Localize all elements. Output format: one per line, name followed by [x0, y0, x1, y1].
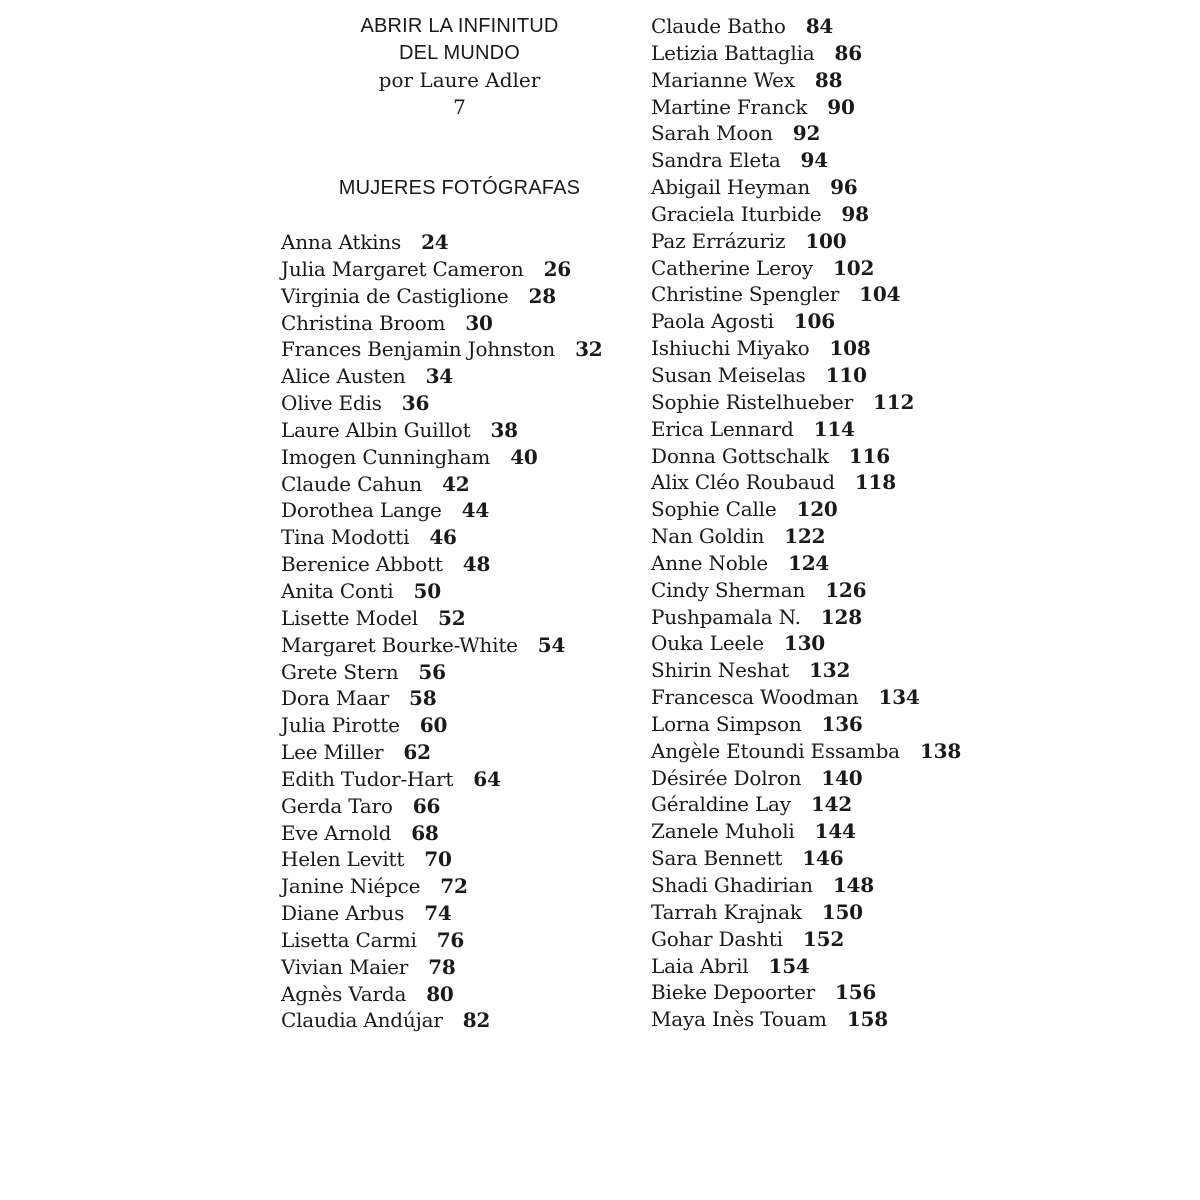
toc-entry-page-number: 124 [787, 550, 830, 575]
toc-entry [651, 953, 1191, 980]
toc-entry [651, 416, 1191, 443]
toc-entry [651, 765, 1191, 792]
toc-entry-name: Sara Bennett [651, 846, 783, 871]
toc-entry [651, 13, 1191, 40]
toc-entry-page-number: 154 [768, 953, 810, 978]
toc-entry-page-number: 64 [473, 766, 501, 791]
toc-entry-page-number: 94 [800, 148, 828, 173]
toc-entry-name: Agnès Varda [281, 981, 407, 1006]
toc-entry-page-number: 130 [783, 631, 826, 656]
toc-entry [281, 524, 641, 551]
toc-entry [281, 444, 641, 471]
toc-entry-name: Eve Arnold [281, 820, 392, 845]
toc-entry-name: Julia Pirotte [281, 713, 400, 738]
toc-entry-page-number: 128 [820, 604, 862, 629]
toc-entry [281, 659, 641, 686]
toc-entry-name: Géraldine Lay [651, 792, 791, 817]
toc-entry [281, 390, 641, 417]
toc-entry [281, 846, 641, 873]
toc-entry-page-number: 80 [426, 981, 454, 1006]
toc-entry-name: Sophie Calle [651, 497, 777, 522]
toc-entry-name: Tarrah Krajnak [651, 899, 802, 924]
toc-entry-page-number: 66 [412, 793, 441, 818]
toc-entry-page-number: 102 [833, 255, 875, 280]
toc-entry-page-number: 30 [465, 310, 493, 335]
intro-author: por Laure Adler [378, 68, 541, 92]
toc-entry-page-number: 92 [792, 121, 821, 146]
toc-entry [281, 927, 641, 954]
toc-entry [651, 630, 1191, 657]
intro-block [281, 13, 638, 121]
toc-entry [651, 174, 1191, 201]
toc-entry-page-number: 136 [821, 711, 863, 736]
toc-entry-page-number: 134 [878, 685, 920, 710]
toc-entry-name: Susan Meiselas [651, 362, 806, 387]
toc-entry-page-number: 88 [814, 67, 843, 92]
toc-entry-page-number: 70 [424, 847, 452, 872]
toc-entry-page-number: 78 [428, 954, 456, 979]
toc-entry-name: Anita Conti [281, 578, 394, 603]
toc-entry-page-number: 104 [859, 282, 901, 307]
toc-entry [651, 228, 1191, 255]
toc-entry-name: Angèle Etoundi Essamba [651, 738, 900, 763]
toc-entry-name: Letizia Battaglia [651, 40, 815, 65]
toc-entry-name: Maya Inès Touam [651, 1007, 827, 1032]
toc-entry [281, 1007, 641, 1034]
toc-entry-name: Grete Stern [281, 659, 399, 684]
toc-entry [281, 793, 641, 820]
toc-entry [281, 283, 641, 310]
toc-entry-page-number: 62 [403, 740, 431, 765]
toc-entry-name: Vivian Maier [281, 954, 409, 979]
toc-entry [651, 201, 1191, 228]
toc-entry-page-number: 74 [424, 901, 452, 926]
toc-entry-name: Shadi Ghadirian [651, 873, 813, 897]
toc-entry [281, 981, 641, 1008]
toc-entry-page-number: 150 [821, 899, 863, 924]
toc-entry-page-number: 48 [462, 552, 491, 577]
toc-entry [651, 40, 1191, 67]
toc-entry-page-number: 54 [537, 632, 566, 657]
toc-entry-name: Lee Miller [281, 740, 384, 765]
toc-entry-name: Janine Niépce [281, 874, 421, 899]
toc-entry-page-number: 112 [873, 389, 915, 414]
toc-entry-name: Zanele Muholi [651, 819, 795, 844]
toc-entry-page-number: 50 [413, 578, 441, 603]
toc-entry-name: Claude Cahun [281, 471, 422, 496]
intro-title-line-1: ABRIR LA INFINITUD [360, 15, 559, 37]
toc-entry [651, 899, 1191, 926]
toc-entry-name: Ishiuchi Miyako [651, 336, 810, 361]
toc-entry-name: Sandra Eleta [651, 148, 781, 173]
toc-entry-name: Dorothea Lange [281, 498, 442, 523]
toc-entry [281, 310, 641, 337]
toc-entry-name: Lisette Model [281, 605, 418, 630]
toc-entry-page-number: 138 [919, 738, 962, 763]
toc-entry-name: Gerda Taro [281, 793, 393, 818]
toc-entry-name: Erica Lennard [651, 416, 794, 441]
toc-entry-page-number: 120 [796, 497, 838, 522]
toc-entry-name: Diane Arbus [281, 901, 405, 926]
toc-entry-name: Marianne Wex [651, 67, 795, 92]
toc-entry-name: Anne Noble [651, 550, 768, 575]
toc-entry-page-number: 46 [429, 525, 457, 550]
toc-entry-page-number: 140 [821, 765, 863, 790]
toc-entry [651, 523, 1191, 550]
toc-entry [281, 712, 641, 739]
toc-entry-page-number: 98 [841, 201, 869, 226]
toc-entry-page-number: 156 [835, 980, 877, 1005]
toc-entry-name: Graciela Iturbide [651, 201, 822, 226]
toc-entry-name: Laia Abril [651, 953, 749, 978]
toc-entry [281, 417, 641, 444]
toc-entry [651, 818, 1191, 845]
toc-entry-name: Shirin Neshat [651, 658, 790, 683]
toc-entry-name: Désirée Dolron [651, 765, 802, 790]
toc-entry-name: Helen Levitt [281, 847, 405, 872]
toc-entry-page-number: 148 [832, 873, 874, 897]
toc-entry-name: Paz Errázuriz [651, 228, 786, 253]
intro-page-number: 7 [453, 95, 466, 119]
toc-entry [281, 873, 641, 900]
toc-entry-page-number: 142 [810, 792, 853, 817]
toc-entry-name: Claude Batho [651, 14, 786, 38]
toc-entry-name: Olive Edis [281, 391, 382, 416]
toc-entry-page-number: 56 [418, 659, 446, 684]
toc-entry [281, 336, 641, 363]
toc-entry-name: Berenice Abbott [281, 552, 443, 577]
toc-entry [281, 632, 641, 659]
toc-entry [651, 604, 1191, 631]
toc-entry-name: Alix Cléo Roubaud [651, 470, 835, 495]
toc-entry-name: Virginia de Castiglione [281, 283, 509, 308]
toc-entry-name: Claudia Andújar [281, 1008, 443, 1033]
section-heading: MUJERES FOTÓGRAFAS [338, 177, 581, 199]
toc-entry-page-number: 42 [441, 471, 470, 496]
toc-entry [651, 120, 1191, 147]
toc-entry [651, 362, 1191, 389]
toc-entry-name: Abigail Heyman [651, 175, 811, 200]
toc-entry-name: Alice Austen [281, 364, 406, 389]
toc-entry-name: Edith Tudor-Hart [281, 766, 454, 791]
toc-entry-page-number: 82 [462, 1008, 491, 1033]
toc-entry [651, 550, 1191, 577]
toc-entry [651, 308, 1191, 335]
toc-right-column [651, 13, 1191, 1033]
toc-entry [651, 926, 1191, 953]
toc-entry-name: Paola Agosti [651, 309, 774, 334]
toc-entry-page-number: 96 [830, 175, 858, 200]
toc-entry-name: Catherine Leroy [651, 255, 814, 280]
toc-entry [651, 979, 1191, 1006]
toc-entry-name: Christina Broom [281, 310, 446, 335]
toc-entry [651, 711, 1191, 738]
toc-entry [651, 94, 1191, 121]
toc-entry-page-number: 26 [543, 256, 572, 281]
toc-entry-name: Tina Modotti [281, 525, 410, 550]
toc-left-column [281, 13, 641, 1034]
toc-entry [651, 443, 1191, 470]
toc-entry-page-number: 52 [438, 605, 466, 630]
toc-entry-page-number: 28 [528, 283, 556, 308]
toc-entry-page-number: 68 [411, 820, 439, 845]
toc-entry-name: Nan Goldin [651, 524, 765, 549]
toc-entry [651, 469, 1191, 496]
toc-entry-page-number: 86 [834, 40, 862, 65]
toc-entry [651, 791, 1191, 818]
toc-entry-page-number: 34 [425, 364, 454, 389]
toc-entry-page-number: 60 [419, 713, 448, 738]
toc-entry-page-number: 38 [490, 417, 518, 442]
toc-entry-page-number: 72 [440, 874, 468, 899]
toc-entry-page-number: 118 [854, 470, 896, 495]
toc-entry-page-number: 108 [829, 336, 871, 361]
toc-entry [651, 845, 1191, 872]
toc-entry-page-number: 100 [805, 228, 847, 253]
toc-entry [651, 496, 1191, 523]
toc-list-right [651, 13, 1191, 1033]
toc-entry [281, 900, 641, 927]
toc-entry [281, 685, 641, 712]
toc-entry-page-number: 36 [401, 391, 430, 416]
toc-entry-page-number: 126 [825, 577, 867, 602]
toc-entry-name: Gohar Dashti [651, 926, 783, 951]
toc-entry [281, 605, 641, 632]
toc-entry-page-number: 40 [510, 444, 538, 469]
toc-entry-page-number: 152 [802, 926, 845, 951]
toc-entry [281, 551, 641, 578]
toc-entry [281, 739, 641, 766]
toc-entry-page-number: 122 [784, 524, 826, 549]
toc-entry [281, 363, 641, 390]
toc-entry [281, 256, 641, 283]
toc-entry [281, 578, 641, 605]
toc-entry [281, 497, 641, 524]
toc-entry-page-number: 84 [805, 14, 834, 38]
toc-entry-name: Imogen Cunningham [281, 444, 491, 469]
toc-entry-name: Dora Maar [281, 686, 390, 711]
toc-entry [651, 684, 1191, 711]
toc-list-left [281, 229, 641, 1034]
toc-entry-page-number: 132 [809, 658, 851, 683]
toc-entry [651, 67, 1191, 94]
intro-title-line-2: DEL MUNDO [398, 42, 521, 64]
toc-entry-name: Sarah Moon [651, 121, 773, 146]
toc-entry-name: Laure Albin Guillot [281, 417, 471, 442]
toc-entry-name: Margaret Bourke-White [281, 632, 518, 657]
toc-entry-page-number: 32 [575, 337, 603, 362]
spacer [281, 121, 641, 175]
toc-entry [281, 471, 641, 498]
toc-entry [651, 1006, 1191, 1033]
toc-entry-page-number: 146 [802, 846, 844, 871]
toc-entry-name: Pushpamala N. [651, 604, 801, 629]
toc-entry-name: Francesca Woodman [651, 685, 859, 710]
toc-entry [281, 954, 641, 981]
toc-entry-name: Anna Atkins [281, 230, 402, 254]
toc-entry [651, 657, 1191, 684]
toc-entry [281, 766, 641, 793]
toc-entry-page-number: 58 [409, 686, 437, 711]
toc-entry-page-number: 24 [421, 230, 449, 254]
toc-entry [651, 872, 1191, 899]
toc-entry-name: Ouka Leele [651, 631, 764, 656]
toc-entry-name: Bieke Depoorter [651, 980, 815, 1005]
toc-entry-name: Martine Franck [651, 94, 808, 119]
toc-entry-name: Cindy Sherman [651, 577, 806, 602]
toc-entry-page-number: 114 [813, 416, 855, 441]
toc-entry-name: Julia Margaret Cameron [281, 256, 524, 281]
toc-entry-page-number: 144 [814, 819, 856, 844]
toc-entry-page-number: 158 [846, 1007, 888, 1032]
spacer [281, 202, 641, 229]
toc-entry-page-number: 90 [827, 94, 855, 119]
toc-entry-name: Frances Benjamin Johnston [281, 337, 556, 362]
toc-entry-page-number: 106 [793, 309, 835, 334]
toc-entry-page-number: 76 [436, 927, 465, 952]
toc-entry-name: Lorna Simpson [651, 711, 802, 736]
toc-entry-page-number: 110 [825, 362, 867, 387]
toc-entry [651, 335, 1191, 362]
toc-entry-name: Donna Gottschalk [651, 443, 829, 468]
toc-entry [651, 281, 1191, 308]
toc-entry-name: Lisetta Carmi [281, 927, 417, 952]
toc-entry [281, 229, 641, 256]
toc-entry [651, 255, 1191, 282]
toc-entry-name: Sophie Ristelhueber [651, 389, 854, 414]
toc-entry [651, 577, 1191, 604]
toc-entry [281, 820, 641, 847]
toc-entry-name: Christine Spengler [651, 282, 840, 307]
toc-entry [651, 738, 1191, 765]
toc-entry-page-number: 44 [461, 498, 490, 523]
toc-entry-page-number: 116 [848, 443, 890, 468]
toc-entry [651, 389, 1191, 416]
toc-entry [651, 147, 1191, 174]
section-heading-block [281, 175, 638, 202]
